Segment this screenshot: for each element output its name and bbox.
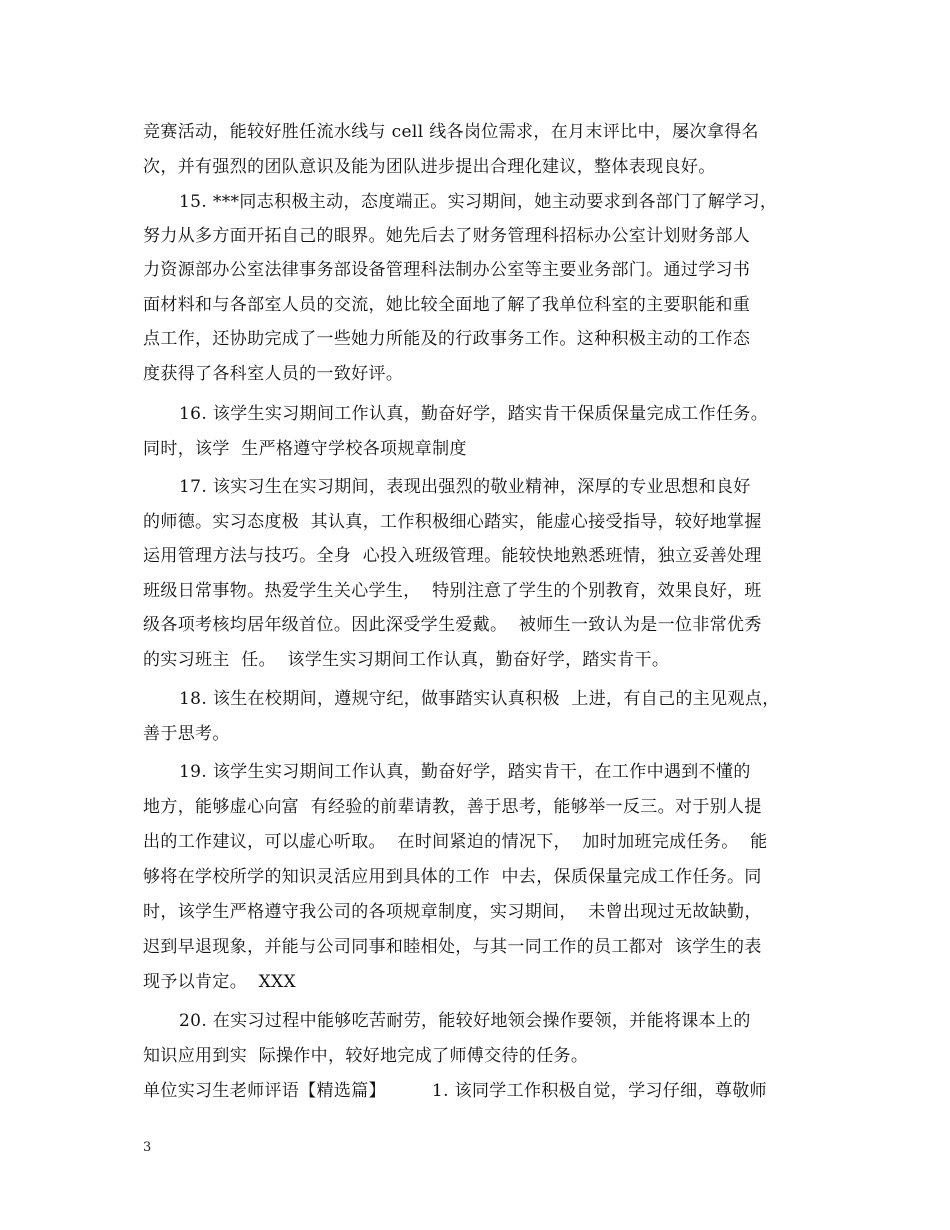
paragraph-line: 17. 该实习生在实习期间，表现出强烈的敬业精神，深厚的专业思想和良好 (179, 477, 751, 497)
paragraph-line: 善于思考。 (143, 724, 230, 744)
paragraph-line: 20. 在实习过程中能够吃苦耐劳，能较好地领会操作要领，并能将课本上的 (179, 1011, 751, 1031)
paragraph-line: 竞赛活动，能较好胜任流水线与 cell 线各岗位需求，在月末评比中，屡次拿得名 (143, 122, 759, 142)
paragraph-line: 点工作，还协助完成了一些她力所能及的行政事务工作。这种积极主动的工作态 (143, 329, 751, 349)
paragraph-line: 够将在学校所学的知识灵活应用到具体的工作 中去，保质保量完成工作任务。同 (143, 867, 762, 887)
paragraph-line: 努力从多方面开拓自己的眼界。她先后去了财务管理科招标办公室计划财务部人 (143, 226, 751, 246)
paragraph-line: 现予以肯定。 XXX (143, 972, 296, 992)
paragraph-line: 的实习班主 任。 该学生实习期间工作认真，勤奋好学，踏实肯干。 (143, 650, 670, 670)
paragraph-line: 同时，该学 生严格遵守学校各项规章制度 (143, 439, 467, 459)
paragraph-line: 度获得了各科室人员的一致好评。 (143, 364, 404, 384)
section-heading-line: 单位实习生老师评语【精选篇】 1. 该同学工作积极自觉，学习仔细，尊敬师 (143, 1081, 767, 1101)
paragraph-line: 19. 该学生实习期间工作认真，勤奋好学，踏实肯干，在工作中遇到不懂的 (179, 762, 751, 782)
paragraph-line: 级各项考核均居年级首位。因此深受学生爱戴。 被师生一致认为是一位非常优秀 (143, 615, 762, 635)
paragraph-line: 知识应用到实 际操作中，较好地完成了师傅交待的任务。 (143, 1046, 589, 1066)
paragraph-line: 运用管理方法与技巧。全身 心投入班级管理。能较快地熟悉班情，独立妥善处理 (143, 546, 762, 566)
paragraph-line: 班级日常事物。热爱学生关心学生， 特别注意了学生的个别教育，效果良好，班 (143, 581, 762, 601)
paragraph-line: 迟到早退现象，并能与公司同事和睦相处，与其一同工作的员工都对 该学生的表 (143, 937, 762, 957)
paragraph-line: 出的工作建议，可以虚心听取。 在时间紧迫的情况下， 加时加班完成任务。 能 (143, 832, 768, 852)
paragraph-line: 15. ***同志积极主动，态度端正。实习期间，她主动要求到各部门了解学习， (179, 192, 778, 212)
paragraph-line: 面材料和与各部室人员的交流，她比较全面地了解了我单位科室的主要职能和重 (143, 295, 751, 315)
paragraph-line: 时，该学生严格遵守我公司的各项规章制度，实习期间， 未曾出现过无故缺勤， (143, 902, 762, 922)
paragraph-line: 力资源部办公室法律事务部设备管理科法制办公室等主要业务部门。通过学习书 (143, 260, 751, 280)
paragraph-line: 18. 该生在校期间，遵规守纪，做事踏实认真积极 上进，有自己的主见观点， (179, 689, 780, 709)
paragraph-line: 16. 该学生实习期间工作认真，勤奋好学，踏实肯干保质保量完成工作任务。 (179, 404, 769, 424)
paragraph-line: 的师德。实习态度极 其认真，工作积极细心踏实，能虚心接受指导，较好地掌握 (143, 512, 762, 532)
paragraph-line: 次，并有强烈的团队意识及能为团队进步提出合理化建议，整体表现良好。 (143, 157, 716, 177)
page-number: 3 (143, 1140, 152, 1155)
paragraph-line: 地方，能够虚心向富 有经验的前辈请教，善于思考，能够举一反三。对于别人提 (143, 797, 762, 817)
